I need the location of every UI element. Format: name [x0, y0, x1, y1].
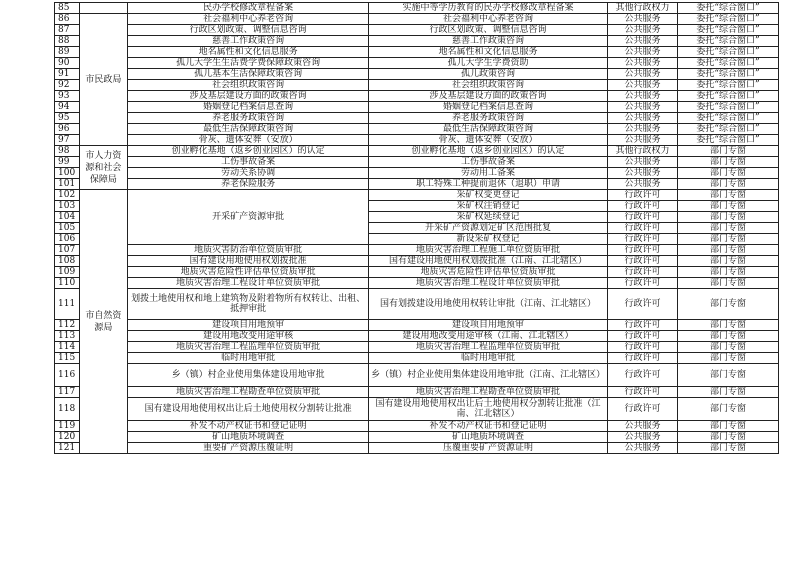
sub-item-cell: 行政区划政策、调整信息咨询 — [369, 25, 608, 36]
power-type-cell: 公共服务 — [608, 25, 678, 36]
power-type-cell: 公共服务 — [608, 168, 678, 179]
table-row — [55, 245, 779, 256]
power-type-cell: 行政许可 — [608, 212, 678, 223]
row-number: 100 — [55, 168, 80, 179]
handling-mode-cell: 部门专窗 — [678, 432, 779, 443]
table-row — [55, 398, 779, 421]
row-number: 119 — [55, 421, 80, 432]
handling-mode-cell: 委托“综合窗口” — [678, 14, 779, 25]
handling-mode-cell: 委托“综合窗口” — [678, 135, 779, 146]
row-number: 86 — [55, 14, 80, 25]
sub-item-cell: 骨灰、遗体安葬（安放） — [369, 135, 608, 146]
item-name-cell: 补发不动产权证书和登记证明 — [128, 421, 369, 432]
handling-mode-cell: 委托“综合窗口” — [678, 36, 779, 47]
sub-item-cell: 地质灾害治理工程设计单位资质审批 — [369, 278, 608, 289]
sub-item-cell: 婚姻登记档案信息查询 — [369, 102, 608, 113]
handling-mode-cell: 部门专窗 — [678, 179, 779, 190]
handling-mode-cell: 委托“综合窗口” — [678, 113, 779, 124]
service-items-table — [54, 2, 779, 454]
handling-mode-cell: 部门专窗 — [678, 157, 779, 168]
handling-mode-cell: 委托“综合窗口” — [678, 91, 779, 102]
table-row — [55, 364, 779, 387]
table-row — [55, 256, 779, 267]
row-number: 120 — [55, 432, 80, 443]
table-row — [55, 3, 779, 14]
table-row — [55, 331, 779, 342]
handling-mode-cell: 部门专窗 — [678, 245, 779, 256]
handling-mode-cell: 部门专窗 — [678, 234, 779, 245]
row-number: 96 — [55, 124, 80, 135]
item-name-cell: 临时用地审批 — [128, 353, 369, 364]
table-row — [55, 113, 779, 124]
power-type-cell: 行政许可 — [608, 331, 678, 342]
row-number: 105 — [55, 223, 80, 234]
sub-item-cell: 新设采矿权登记 — [369, 234, 608, 245]
table-row — [55, 267, 779, 278]
handling-mode-cell: 部门专窗 — [678, 320, 779, 331]
power-type-cell: 行政许可 — [608, 387, 678, 398]
handling-mode-cell: 部门专窗 — [678, 212, 779, 223]
power-type-cell: 公共服务 — [608, 36, 678, 47]
handling-mode-cell: 部门专窗 — [678, 398, 779, 421]
sub-item-cell: 建设项目用地预审 — [369, 320, 608, 331]
row-number: 97 — [55, 135, 80, 146]
handling-mode-cell: 部门专窗 — [678, 201, 779, 212]
sub-item-cell: 社会组织政策咨询 — [369, 80, 608, 91]
power-type-cell: 行政许可 — [608, 201, 678, 212]
table-row — [55, 36, 779, 47]
handling-mode-cell: 部门专窗 — [678, 256, 779, 267]
handling-mode-cell: 委托“综合窗口” — [678, 3, 779, 14]
item-name-cell: 劳动关系协调 — [128, 168, 369, 179]
handling-mode-cell: 部门专窗 — [678, 267, 779, 278]
item-name-cell: 婚姻登记档案信息查询 — [128, 102, 369, 113]
row-number: 117 — [55, 387, 80, 398]
table-row — [55, 289, 779, 320]
table-row — [55, 432, 779, 443]
sub-item-cell: 国有建设用地使用权划拨批准（江南、江北辖区） — [369, 256, 608, 267]
power-type-cell: 行政许可 — [608, 234, 678, 245]
table-row — [55, 353, 779, 364]
power-type-cell: 公共服务 — [608, 179, 678, 190]
handling-mode-cell: 部门专窗 — [678, 342, 779, 353]
handling-mode-cell: 委托“综合窗口” — [678, 69, 779, 80]
handling-mode-cell: 委托“综合窗口” — [678, 102, 779, 113]
item-name-cell: 社会福利中心养老咨询 — [128, 14, 369, 25]
item-name-cell: 涉及基层建设方面的政策咨询 — [128, 91, 369, 102]
department-cell: 市民政局 — [79, 14, 127, 146]
table-row — [55, 91, 779, 102]
item-name-cell: 骨灰、遗体安葬（安放） — [128, 135, 369, 146]
power-type-cell: 其他行政权力 — [608, 3, 678, 14]
power-type-cell: 行政许可 — [608, 353, 678, 364]
item-name-cell: 国有建设用地使用权出让后土地使用权分割转让批准 — [128, 398, 369, 421]
sub-item-cell: 养老服务政策咨询 — [369, 113, 608, 124]
row-number: 99 — [55, 157, 80, 168]
sub-item-cell: 孤儿大学生学费资助 — [369, 58, 608, 69]
handling-mode-cell: 部门专窗 — [678, 289, 779, 320]
sub-item-cell: 孤儿政策咨询 — [369, 69, 608, 80]
sub-item-cell: 压覆重要矿产资源证明 — [369, 443, 608, 454]
table-row — [55, 124, 779, 135]
table-row — [55, 179, 779, 190]
sub-item-cell: 实施中等学历教育的民办学校修改章程备案 — [369, 3, 608, 14]
item-name-cell: 建设项目用地预审 — [128, 320, 369, 331]
row-number: 116 — [55, 364, 80, 387]
item-name-cell: 行政区划政策、调整信息咨询 — [128, 25, 369, 36]
sub-item-cell: 采矿权注销登记 — [369, 201, 608, 212]
power-type-cell: 行政许可 — [608, 289, 678, 320]
sub-item-cell: 地质灾害治理工程勘查单位资质审批 — [369, 387, 608, 398]
table-row — [55, 190, 779, 201]
item-name-cell: 创业孵化基地（返乡创业园区）的认定 — [128, 146, 369, 157]
sub-item-cell: 最低生活保障政策咨询 — [369, 124, 608, 135]
item-name-cell: 地名属性和文化信息服务 — [128, 47, 369, 58]
sub-item-cell: 采矿权变更登记 — [369, 190, 608, 201]
item-name-cell: 民办学校修改章程备案 — [128, 3, 369, 14]
item-name-cell: 孤儿大学生生活费学费保障政策咨询 — [128, 58, 369, 69]
table-row — [55, 387, 779, 398]
power-type-cell: 公共服务 — [608, 102, 678, 113]
row-number: 101 — [55, 179, 80, 190]
sub-item-cell: 创业孵化基地（返乡创业园区）的认定 — [369, 146, 608, 157]
sub-item-cell: 建设用地改变用途审核（江南、江北辖区） — [369, 331, 608, 342]
sub-item-cell: 开采矿产资源划定矿区范围批复 — [369, 223, 608, 234]
row-number: 115 — [55, 353, 80, 364]
item-name-cell: 社会组织政策咨询 — [128, 80, 369, 91]
power-type-cell: 公共服务 — [608, 91, 678, 102]
table-row — [55, 25, 779, 36]
row-number: 94 — [55, 102, 80, 113]
handling-mode-cell: 部门专窗 — [678, 278, 779, 289]
power-type-cell: 公共服务 — [608, 443, 678, 454]
row-number: 87 — [55, 25, 80, 36]
sub-item-cell: 国有建设用地使用权出让后土地使用权分割转让批准（江南、江北辖区） — [369, 398, 608, 421]
sub-item-cell: 临时用地审批 — [369, 353, 608, 364]
power-type-cell: 公共服务 — [608, 80, 678, 91]
row-number: 85 — [55, 3, 80, 14]
row-number: 91 — [55, 69, 80, 80]
row-number: 98 — [55, 146, 80, 157]
table-row — [55, 278, 779, 289]
item-name-cell: 地质灾害危险性评估单位资质审批 — [128, 267, 369, 278]
row-number: 111 — [55, 289, 80, 320]
row-number: 102 — [55, 190, 80, 201]
power-type-cell: 公共服务 — [608, 14, 678, 25]
handling-mode-cell: 委托“综合窗口” — [678, 47, 779, 58]
handling-mode-cell: 委托“综合窗口” — [678, 58, 779, 69]
item-name-cell: 孤儿基本生活保障政策咨询 — [128, 69, 369, 80]
row-number: 112 — [55, 320, 80, 331]
item-name-cell: 建设用地改变用途审核 — [128, 331, 369, 342]
power-type-cell: 行政许可 — [608, 190, 678, 201]
sub-item-cell: 矿山地质环境调查 — [369, 432, 608, 443]
handling-mode-cell: 部门专窗 — [678, 421, 779, 432]
handling-mode-cell: 部门专窗 — [678, 223, 779, 234]
power-type-cell: 行政许可 — [608, 342, 678, 353]
power-type-cell: 行政许可 — [608, 398, 678, 421]
row-number: 88 — [55, 36, 80, 47]
table-row — [55, 168, 779, 179]
row-number: 108 — [55, 256, 80, 267]
row-number: 103 — [55, 201, 80, 212]
row-number: 109 — [55, 267, 80, 278]
table-row — [55, 342, 779, 353]
item-name-cell: 重要矿产资源压覆证明 — [128, 443, 369, 454]
power-type-cell: 行政许可 — [608, 245, 678, 256]
table-row — [55, 80, 779, 91]
row-number: 118 — [55, 398, 80, 421]
department-cell — [79, 3, 127, 14]
row-number: 107 — [55, 245, 80, 256]
power-type-cell: 行政许可 — [608, 278, 678, 289]
item-name-cell: 乡（镇）村企业使用集体建设用地审批 — [128, 364, 369, 387]
item-name-cell: 工伤事故备案 — [128, 157, 369, 168]
table-row — [55, 320, 779, 331]
power-type-cell: 公共服务 — [608, 157, 678, 168]
power-type-cell: 行政许可 — [608, 364, 678, 387]
power-type-cell: 行政许可 — [608, 223, 678, 234]
power-type-cell: 公共服务 — [608, 124, 678, 135]
item-name-cell: 国有建设用地使用权划拨批准 — [128, 256, 369, 267]
sub-item-cell: 国有划拨建设用地使用权转让审批（江南、江北辖区） — [369, 289, 608, 320]
handling-mode-cell: 部门专窗 — [678, 146, 779, 157]
row-number: 95 — [55, 113, 80, 124]
handling-mode-cell: 部门专窗 — [678, 364, 779, 387]
table-row — [55, 14, 779, 25]
item-name-cell: 最低生活保障政策咨询 — [128, 124, 369, 135]
table-row — [55, 102, 779, 113]
sub-item-cell: 职工特殊工种提前退休（退职）申请 — [369, 179, 608, 190]
sub-item-cell: 补发不动产权证书和登记证明 — [369, 421, 608, 432]
handling-mode-cell: 部门专窗 — [678, 168, 779, 179]
power-type-cell: 公共服务 — [608, 432, 678, 443]
power-type-cell: 行政许可 — [608, 320, 678, 331]
table-row — [55, 157, 779, 168]
row-number: 89 — [55, 47, 80, 58]
table-row — [55, 58, 779, 69]
item-name-cell: 开采矿产资源审批 — [128, 190, 369, 245]
power-type-cell: 行政许可 — [608, 267, 678, 278]
item-name-cell: 养老服务政策咨询 — [128, 113, 369, 124]
sub-item-cell: 社会福利中心养老咨询 — [369, 14, 608, 25]
power-type-cell: 行政许可 — [608, 256, 678, 267]
sub-item-cell: 工伤事故备案 — [369, 157, 608, 168]
table-row — [55, 69, 779, 80]
handling-mode-cell: 委托“综合窗口” — [678, 80, 779, 91]
item-name-cell: 养老保险服务 — [128, 179, 369, 190]
handling-mode-cell: 委托“综合窗口” — [678, 25, 779, 36]
sub-item-cell: 地质灾害治理工程施工单位资质审批 — [369, 245, 608, 256]
department-cell: 市人力资源和社会保障局 — [79, 146, 127, 190]
sub-item-cell: 乡（镇）村企业使用集体建设用地审批（江南、江北辖区） — [369, 364, 608, 387]
item-name-cell: 矿山地质环境调查 — [128, 432, 369, 443]
sub-item-cell: 地质灾害危险性评估单位资质审批 — [369, 267, 608, 278]
item-name-cell: 地质灾害治理工程设计单位资质审批 — [128, 278, 369, 289]
power-type-cell: 其他行政权力 — [608, 146, 678, 157]
item-name-cell: 慈善工作政策咨询 — [128, 36, 369, 47]
power-type-cell: 公共服务 — [608, 113, 678, 124]
table-row — [55, 443, 779, 454]
item-name-cell: 地质灾害治理工程勘查单位资质审批 — [128, 387, 369, 398]
row-number: 93 — [55, 91, 80, 102]
table-row — [55, 146, 779, 157]
item-name-cell: 地质灾害治理工程监理单位资质审批 — [128, 342, 369, 353]
handling-mode-cell: 委托“综合窗口” — [678, 124, 779, 135]
sub-item-cell: 涉及基层建设方面的政策咨询 — [369, 91, 608, 102]
sub-item-cell: 劳动用工备案 — [369, 168, 608, 179]
sub-item-cell: 采矿权延续登记 — [369, 212, 608, 223]
table-row — [55, 135, 779, 146]
row-number: 121 — [55, 443, 80, 454]
power-type-cell: 公共服务 — [608, 58, 678, 69]
power-type-cell: 公共服务 — [608, 421, 678, 432]
row-number: 90 — [55, 58, 80, 69]
row-number: 92 — [55, 80, 80, 91]
handling-mode-cell: 部门专窗 — [678, 331, 779, 342]
row-number: 106 — [55, 234, 80, 245]
table-row — [55, 421, 779, 432]
handling-mode-cell: 部门专窗 — [678, 353, 779, 364]
sub-item-cell: 地质灾害治理工程监理单位资质审批 — [369, 342, 608, 353]
row-number: 114 — [55, 342, 80, 353]
table-row — [55, 47, 779, 58]
department-cell: 市自然资源局 — [79, 190, 127, 454]
row-number: 104 — [55, 212, 80, 223]
handling-mode-cell: 部门专窗 — [678, 190, 779, 201]
sub-item-cell: 地名属性和文化信息服务 — [369, 47, 608, 58]
handling-mode-cell: 部门专窗 — [678, 443, 779, 454]
power-type-cell: 公共服务 — [608, 47, 678, 58]
power-type-cell: 公共服务 — [608, 135, 678, 146]
item-name-cell: 划拨土地使用权和地上建筑物及附着物所有权转让、出租、抵押审批 — [128, 289, 369, 320]
handling-mode-cell: 部门专窗 — [678, 387, 779, 398]
row-number: 110 — [55, 278, 80, 289]
sub-item-cell: 慈善工作政策咨询 — [369, 36, 608, 47]
item-name-cell: 地质灾害防治单位资质审批 — [128, 245, 369, 256]
row-number: 113 — [55, 331, 80, 342]
power-type-cell: 公共服务 — [608, 69, 678, 80]
